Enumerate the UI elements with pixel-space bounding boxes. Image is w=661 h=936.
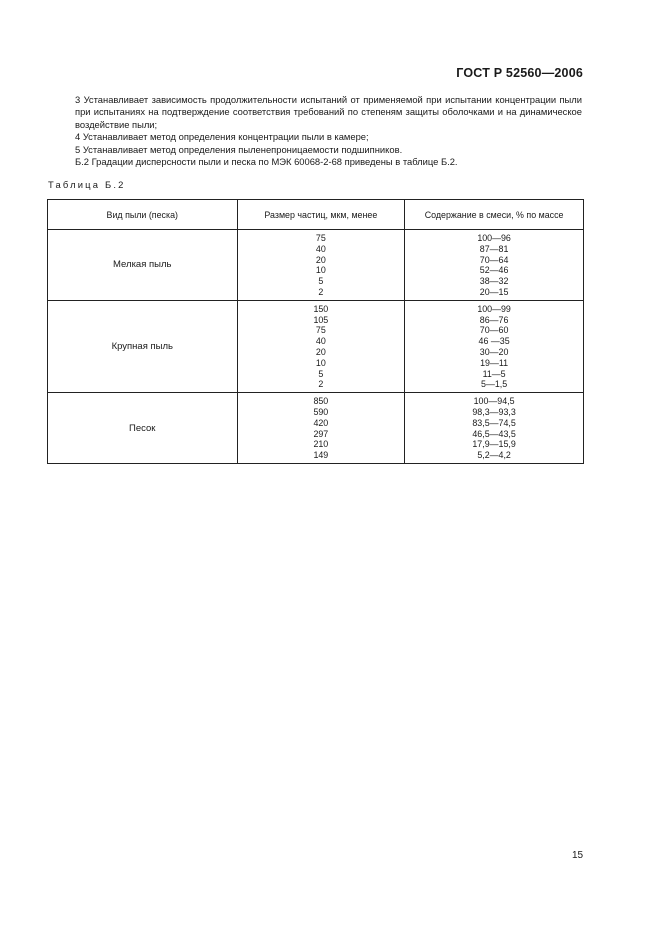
particle-size-value: 40 bbox=[315, 336, 326, 347]
particle-size-value: 10 bbox=[315, 265, 326, 276]
particle-size-value: 2 bbox=[318, 379, 324, 390]
particle-size-value: 10 bbox=[315, 357, 326, 368]
dust-gradation-table bbox=[47, 199, 584, 464]
content-value: 19—11 bbox=[480, 357, 509, 368]
content-value: 70—60 bbox=[479, 325, 509, 336]
particle-size-value: 75 bbox=[315, 325, 326, 336]
particle-size-cell bbox=[237, 300, 405, 392]
content-value: 46 —35 bbox=[478, 336, 510, 347]
particle-size-value: 297 bbox=[313, 428, 329, 439]
column-header-content: Содержание в смеси, % по массе bbox=[405, 200, 584, 230]
table-caption: Таблица Б.2 bbox=[48, 179, 126, 190]
particle-size-value: 850 bbox=[313, 396, 329, 407]
note-item: 5 Устанавливает метод определения пыленепроницаемости подшипников. bbox=[75, 143, 403, 155]
table-row bbox=[48, 230, 584, 301]
particle-size-value: 20 bbox=[315, 346, 326, 357]
content-value: 11—5 bbox=[482, 368, 506, 379]
table-row bbox=[48, 300, 584, 392]
note-item: 3 Устанавливает зависимость продолжительности испытаний от применяемой при испытании концентрации пыли при испытаниях на подтверждение соответствия требований по степеням защиты оболочками и на динамическое воздействие пыли; bbox=[75, 94, 582, 130]
dust-type-cell: Мелкая пыль bbox=[48, 230, 238, 301]
particle-size-cell bbox=[237, 393, 405, 464]
particle-size-value: 590 bbox=[313, 406, 329, 417]
particle-size-value: 5 bbox=[318, 368, 324, 379]
dust-type-cell: Песок bbox=[48, 393, 238, 464]
particle-size-cell bbox=[237, 230, 405, 301]
particle-size-value: 150 bbox=[313, 303, 329, 314]
particle-size-value: 149 bbox=[313, 450, 329, 461]
content-value: 38—32 bbox=[479, 276, 509, 287]
particle-size-value: 420 bbox=[313, 417, 329, 428]
column-header-dust-type: Вид пыли (песка) bbox=[48, 200, 238, 230]
content-value: 83,5—74,5 bbox=[472, 417, 516, 428]
content-value: 100—94,5 bbox=[473, 396, 515, 407]
content-cell bbox=[405, 300, 584, 392]
document-header-title: ГОСТ Р 52560—2006 bbox=[456, 66, 583, 80]
content-value: 5,2—4,2 bbox=[477, 450, 511, 461]
content-value: 98,3—93,3 bbox=[472, 406, 516, 417]
content-value: 5—1,5 bbox=[481, 379, 508, 390]
content-value: 17,9—15,9 bbox=[472, 439, 516, 450]
content-value: 52—46 bbox=[479, 265, 509, 276]
particle-size-value: 105 bbox=[313, 314, 329, 325]
content-value: 20—15 bbox=[479, 286, 509, 297]
particle-size-value: 5 bbox=[318, 276, 324, 287]
column-header-particle-size: Размер частиц, мкм, менее bbox=[237, 200, 405, 230]
page-number: 15 bbox=[572, 850, 584, 861]
content-value: 46,5—43,5 bbox=[472, 428, 516, 439]
table-row bbox=[48, 393, 584, 464]
content-cell bbox=[405, 393, 584, 464]
table-header-row bbox=[48, 200, 584, 230]
note-item: 4 Устанавливает метод определения концентрации пыли в камере; bbox=[75, 131, 369, 143]
note-item: Б.2 Градации дисперсности пыли и песка по МЭК 60068-2-68 приведены в таблице Б.2. bbox=[75, 156, 458, 168]
content-value: 86—76 bbox=[479, 314, 509, 325]
content-value: 87—81 bbox=[479, 243, 509, 254]
dust-type-cell: Крупная пыль bbox=[48, 300, 238, 392]
particle-size-value: 20 bbox=[315, 254, 326, 265]
particle-size-value: 210 bbox=[313, 439, 329, 450]
content-value: 70—64 bbox=[479, 254, 509, 265]
content-value: 100—96 bbox=[477, 233, 511, 243]
particle-size-value: 75 bbox=[315, 233, 326, 243]
particle-size-value: 40 bbox=[315, 243, 326, 254]
notes-block bbox=[75, 94, 582, 168]
content-cell bbox=[405, 230, 584, 301]
particle-size-value: 2 bbox=[318, 286, 324, 297]
content-value: 100—99 bbox=[477, 303, 511, 314]
content-value: 30—20 bbox=[479, 346, 509, 357]
